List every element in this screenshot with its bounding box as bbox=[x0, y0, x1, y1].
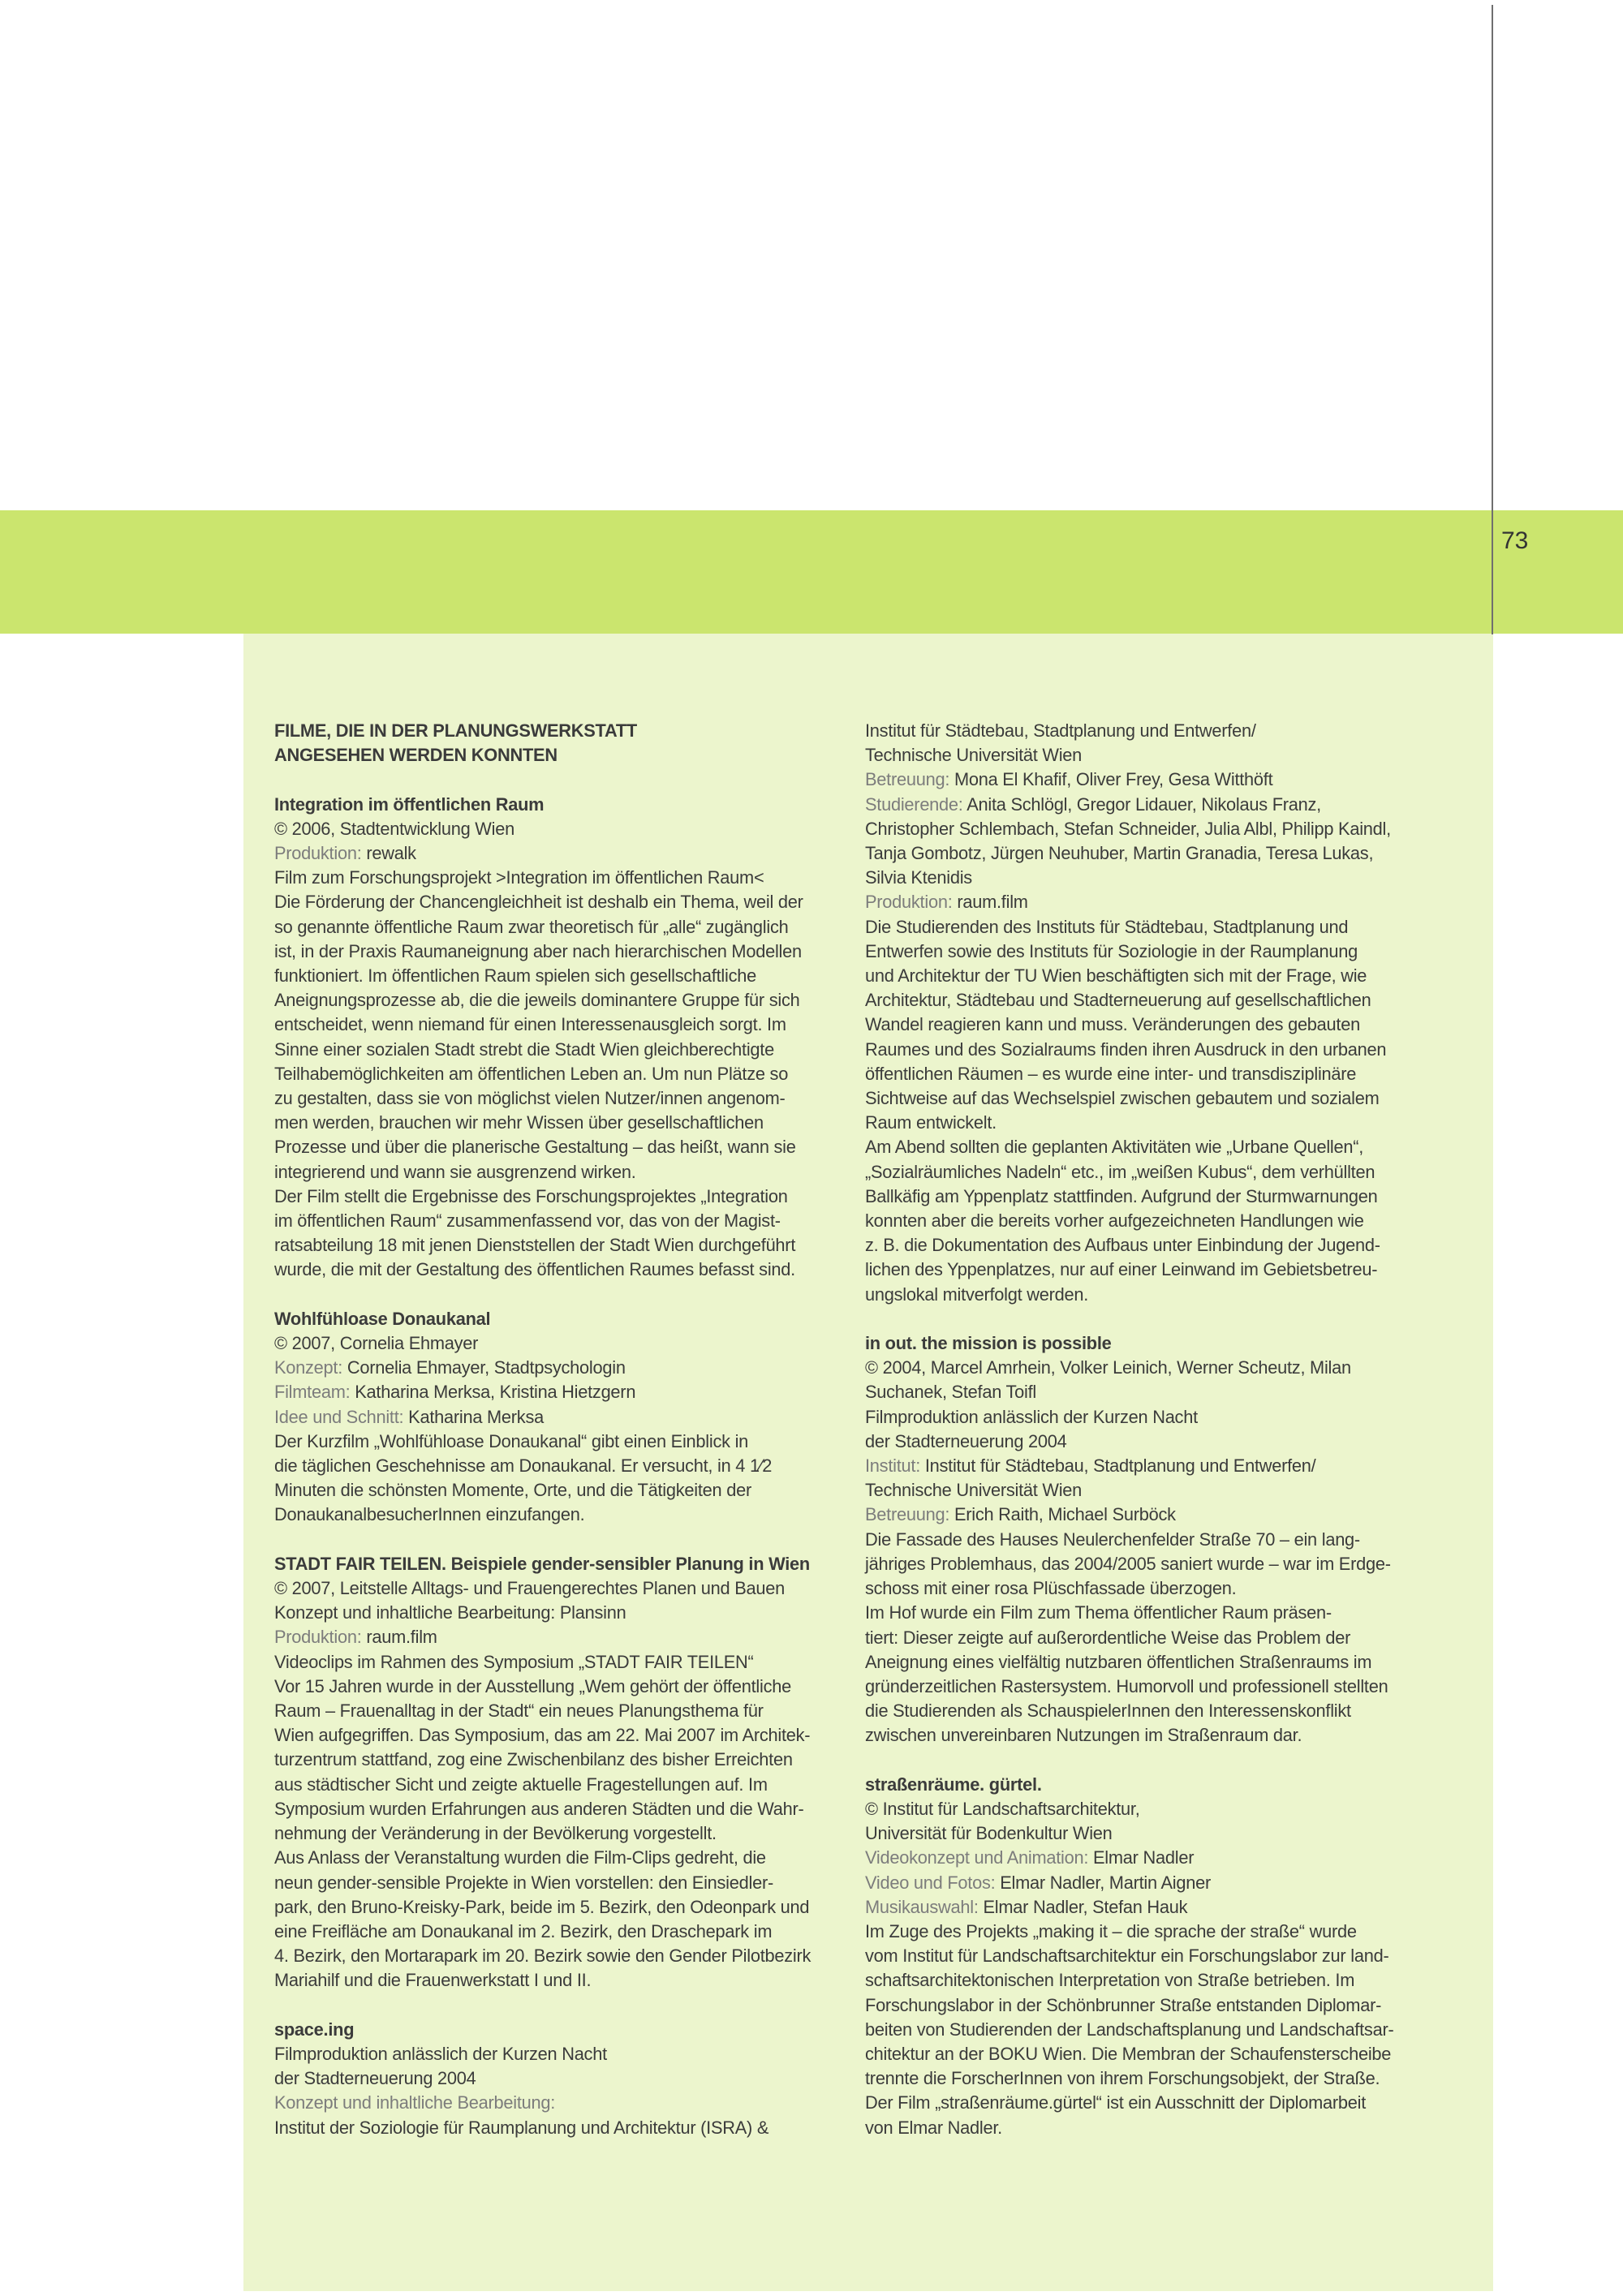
body-text-line: neun gender-sensible Projekte in Wien vorstellen: den Einsiedler- bbox=[274, 1872, 773, 1893]
body-text-line: entscheidet, wenn niemand für einen Interessenausgleich sorgt. Im bbox=[274, 1014, 786, 1035]
credit-value: Elmar Nadler bbox=[1093, 1847, 1195, 1868]
body-text-line: Suchanek, Stefan Toifl bbox=[865, 1382, 1036, 1403]
credit-line bbox=[274, 1380, 852, 1404]
credit-value: rewalk bbox=[366, 843, 416, 863]
body-text-line: Institut der Soziologie für Raumplanung und Architektur (ISRA) & bbox=[274, 2117, 769, 2138]
body-text-line: „Sozialräumliches Nadeln“ etc., im „weißen Kubus“, dem verhüllten bbox=[865, 1161, 1375, 1182]
body-text-line: chitektur an der BOKU Wien. Die Membran der Schaufensterscheibe bbox=[865, 2043, 1392, 2064]
body-text-line: DonaukanalbesucherInnen einzufangen. bbox=[274, 1504, 585, 1525]
credit-value: Erich Raith, Michael Surböck bbox=[954, 1504, 1176, 1525]
body-text-line: ungslokal mitverfolgt werden. bbox=[865, 1283, 1089, 1305]
body-text-line: Universität für Bodenkultur Wien bbox=[865, 1823, 1113, 1844]
credit-label: Konzept: bbox=[274, 1357, 347, 1378]
body-text-line: Die Förderung der Chancengleichheit ist deshalb ein Thema, weil der bbox=[274, 892, 803, 913]
left-column bbox=[274, 719, 852, 2140]
body-text-line: Christopher Schlembach, Stefan Schneider, Julia Albl, Philipp Kaindl, bbox=[865, 818, 1391, 839]
body-text-line: der Stadterneuerung 2004 bbox=[274, 2068, 476, 2089]
body-text-line: die täglichen Geschehnisse am Donaukanal. Er versucht, in 4 1⁄2 bbox=[274, 1455, 773, 1477]
body-text-line: Raumes und des Sozialraums finden ihren Ausdruck in den urbanen bbox=[865, 1038, 1387, 1060]
body-text-line: Vor 15 Jahren wurde in der Ausstellung „Wem gehört der öffentliche bbox=[274, 1675, 791, 1696]
body-text-line: von Elmar Nadler. bbox=[865, 2117, 1002, 2138]
section-heading: straßenräume. gürtel. bbox=[865, 1774, 1042, 1795]
credit-value: raum.film bbox=[366, 1627, 437, 1648]
header-band bbox=[0, 510, 1623, 634]
paragraph-gap bbox=[865, 1748, 1443, 1773]
body-text-line: © 2004, Marcel Amrhein, Volker Leinich, Werner Scheutz, Milan bbox=[865, 1357, 1351, 1378]
body-text-line: Die Studierenden des Instituts für Städtebau, Stadtplanung und bbox=[865, 916, 1349, 937]
field-label: Konzept und inhaltliche Bearbeitung: bbox=[274, 2092, 556, 2113]
credit-line bbox=[274, 1405, 852, 1430]
credit-label: Video und Fotos: bbox=[865, 1872, 1001, 1893]
body-text-line: lichen des Yppenplatzes, nur auf einer Leinwand im Gebietsbetreu- bbox=[865, 1259, 1378, 1280]
paragraph-gap bbox=[865, 1307, 1443, 1331]
body-text-line: Symposium wurden Erfahrungen aus anderen Städten und die Wahr- bbox=[274, 1798, 804, 1819]
credit-line bbox=[274, 841, 852, 866]
credit-value: Katharina Merksa bbox=[408, 1406, 544, 1427]
body-text-line: ist, in der Praxis Raumaneignung aber nach hierarchischen Modellen bbox=[274, 940, 802, 961]
credit-line bbox=[274, 1356, 852, 1380]
body-text-line: Tanja Gombotz, Jürgen Neuhuber, Martin Granadia, Teresa Lukas, bbox=[865, 843, 1374, 864]
body-text-line: Konzept und inhaltliche Bearbeitung: Plansinn bbox=[274, 1602, 626, 1623]
body-text-line: Im Hof wurde ein Film zum Thema öffentlicher Raum präsen- bbox=[865, 1602, 1332, 1623]
credit-line bbox=[274, 1625, 852, 1649]
credit-label: Produktion: bbox=[865, 892, 958, 913]
body-text-line: gründerzeitlichen Rastersystem. Humorvoll und professionell stellten bbox=[865, 1675, 1388, 1696]
credit-value: Katharina Merksa, Kristina Hietzgern bbox=[355, 1382, 636, 1403]
body-text-line: Aneignung eines vielfältig nutzbaren öffentlichen Straßenraums im bbox=[865, 1651, 1372, 1672]
body-text-line: eine Freifläche am Donaukanal im 2. Bezirk, den Draschepark im bbox=[274, 1920, 773, 1941]
credit-label: Studierende: bbox=[865, 793, 967, 815]
body-text-line: Wien aufgegriffen. Das Symposium, das am 22. Mai 2007 im Architek- bbox=[274, 1725, 811, 1746]
body-text-line: Der Kurzfilm „Wohlfühloase Donaukanal“ gibt einen Einblick in bbox=[274, 1430, 749, 1451]
section-heading: in out. the mission is possible bbox=[865, 1333, 1112, 1354]
body-text-line: konnten aber die bereits vorher aufgezeichneten Handlungen wie bbox=[865, 1210, 1364, 1232]
body-text-line: Wandel reagieren kann und muss. Veränderungen des gebauten bbox=[865, 1014, 1360, 1035]
body-text-line: der Stadterneuerung 2004 bbox=[865, 1430, 1067, 1451]
body-text-line: © 2006, Stadtentwicklung Wien bbox=[274, 818, 514, 839]
body-text-line: vom Institut für Landschaftsarchitektur ein Forschungslabor zur land- bbox=[865, 1946, 1389, 1967]
body-text-line: aus städtischer Sicht und zeigte aktuelle Fragestellungen auf. Im bbox=[274, 1774, 768, 1795]
section-heading: FILME, DIE IN DER PLANUNGSWERKSTATT bbox=[274, 720, 637, 741]
body-text-line: schoss mit einer rosa Plüschfassade überzogen. bbox=[865, 1578, 1237, 1599]
body-text-line: men werden, brauchen wir mehr Wissen über gesellschaftlichen bbox=[274, 1112, 764, 1133]
body-text-line: tiert: Dieser zeigte auf außerordentliche Weise das Problem der bbox=[865, 1627, 1351, 1648]
body-text-line: trennte die ForscherInnen von ihrem Forschungsobjekt, der Straße. bbox=[865, 2068, 1380, 2089]
body-text-line: Minuten die schönsten Momente, Orte, und die Tätigkeiten der bbox=[274, 1480, 751, 1501]
credit-value: Institut für Städtebau, Stadtplanung und Entwerfen/ bbox=[924, 1455, 1316, 1477]
body-text-line: turzentrum stattfand, zog eine Zwischenbilanz des bisher Erreichten bbox=[274, 1749, 793, 1770]
right-column bbox=[865, 719, 1443, 2140]
page-number: 73 bbox=[1501, 527, 1529, 554]
paragraph-gap bbox=[274, 1993, 852, 2018]
body-text-line: Die Fassade des Hauses Neulerchenfelder Straße 70 – ein lang- bbox=[865, 1529, 1360, 1550]
body-text-line: zu gestalten, dass sie von möglichst vielen Nutzer/innen angenom- bbox=[274, 1088, 786, 1109]
section-heading: space.ing bbox=[274, 2019, 355, 2040]
credit-label: Institut: bbox=[865, 1455, 925, 1477]
credit-value: Mona El Khafif, Oliver Frey, Gesa Witthöft bbox=[954, 769, 1273, 790]
body-text-line: Technische Universität Wien bbox=[865, 1480, 1083, 1501]
section-heading: Wohlfühloase Donaukanal bbox=[274, 1308, 491, 1329]
body-text-line: Film zum Forschungsprojekt >Integration im öffentlichen Raum< bbox=[274, 867, 764, 888]
body-text-line: funktioniert. Im öffentlichen Raum spielen sich gesellschaftliche bbox=[274, 965, 756, 987]
credit-label: Produktion: bbox=[274, 843, 367, 863]
section-heading: ANGESEHEN WERDEN KONNTEN bbox=[274, 745, 558, 766]
margin-rule bbox=[1492, 5, 1493, 634]
body-text-line: Sichtweise auf das Wechselspiel zwischen gebautem und sozialem bbox=[865, 1088, 1380, 1109]
body-text-line: Videoclips im Rahmen des Symposium „STADT FAIR TEILEN“ bbox=[274, 1651, 754, 1672]
body-text-line: so genannte öffentliche Raum zwar theoretisch für „alle“ zugänglich bbox=[274, 916, 789, 937]
body-text-line: Technische Universität Wien bbox=[865, 745, 1083, 766]
body-text-line: Im Zuge des Projekts „making it – die sprache der straße“ wurde bbox=[865, 1920, 1357, 1941]
body-text-line: Aus Anlass der Veranstaltung wurden die Film-Clips gedreht, die bbox=[274, 1847, 766, 1868]
body-text-line: jähriges Problemhaus, das 2004/2005 saniert wurde – war im Erdge- bbox=[865, 1553, 1391, 1574]
body-text-line: 4. Bezirk, den Mortarapark im 20. Bezirk sowie den Gender Pilotbezirk bbox=[274, 1946, 812, 1967]
body-text-line: Filmproduktion anlässlich der Kurzen Nacht bbox=[865, 1406, 1198, 1427]
paragraph-gap bbox=[274, 1283, 852, 1307]
body-text-line: integrierend und wann sie ausgrenzend wirken. bbox=[274, 1161, 636, 1182]
body-text-line: Teilhabemöglichkeiten am öffentlichen Leben an. Um nun Plätze so bbox=[274, 1063, 789, 1084]
credit-line bbox=[865, 1846, 1443, 1870]
body-text-line: Der Film stellt die Ergebnisse des Forschungsprojektes „Integration bbox=[274, 1185, 788, 1206]
body-text-line: z. B. die Dokumentation des Aufbaus unter Einbindung der Jugend- bbox=[865, 1235, 1380, 1256]
body-text-line: Am Abend sollten die geplanten Aktivitäten wie „Urbane Quellen“, bbox=[865, 1137, 1364, 1158]
credit-label: Filmteam: bbox=[274, 1382, 355, 1403]
credit-label: Musikauswahl: bbox=[865, 1896, 984, 1917]
body-text-line: und Architektur der TU Wien beschäftigten sich mit der Frage, wie bbox=[865, 965, 1367, 987]
credit-value: Cornelia Ehmayer, Stadtpsychologin bbox=[347, 1357, 626, 1378]
credit-value: Elmar Nadler, Martin Aigner bbox=[1000, 1872, 1211, 1893]
paragraph-gap bbox=[274, 1528, 852, 1552]
body-text-line: nehmung der Veränderung in der Bevölkerung vorgestellt. bbox=[274, 1823, 717, 1844]
body-text-line: Filmproduktion anlässlich der Kurzen Nacht bbox=[274, 2043, 607, 2064]
credit-value: raum.film bbox=[957, 892, 1028, 913]
body-text-line: Ballkäfig am Yppenplatz stattfinden. Aufgrund der Sturmwarnungen bbox=[865, 1185, 1378, 1206]
body-text-line: © 2007, Leitstelle Alltags- und Frauengerechtes Planen und Bauen bbox=[274, 1578, 785, 1599]
credit-line bbox=[865, 793, 1443, 817]
credit-line bbox=[865, 1895, 1443, 1920]
section-heading: STADT FAIR TEILEN. Beispiele gender-sensibler Planung in Wien bbox=[274, 1553, 810, 1574]
body-text-line: beiten von Studierenden der Landschaftsplanung und Landschaftsar- bbox=[865, 2019, 1394, 2040]
credit-label: Betreuung: bbox=[865, 1504, 954, 1525]
body-text-line: Silvia Ktenidis bbox=[865, 867, 972, 888]
body-text-line: Forschungslabor in der Schönbrunner Straße entstanden Diplomar- bbox=[865, 1994, 1382, 2015]
body-text-line: Der Film „straßenräume.gürtel“ ist ein Ausschnitt der Diplomarbeit bbox=[865, 2092, 1367, 2113]
credit-label: Produktion: bbox=[274, 1627, 367, 1648]
body-text-line: Entwerfen sowie des Instituts für Soziologie in der Raumplanung bbox=[865, 940, 1358, 961]
body-text-line: wurde, die mit der Gestaltung des öffentlichen Raumes befasst sind. bbox=[274, 1259, 795, 1280]
credit-line bbox=[865, 890, 1443, 914]
body-text-line: ratsabteilung 18 mit jenen Dienststellen der Stadt Wien durchgeführt bbox=[274, 1235, 796, 1256]
body-text-line: öffentlichen Räumen – es wurde eine inter- und transdisziplinäre bbox=[865, 1063, 1357, 1084]
body-text-line: die Studierenden als SchauspielerInnen den Interessenskonflikt bbox=[865, 1701, 1351, 1722]
body-text-line: park, den Bruno-Kreisky-Park, beide im 5. Bezirk, den Odeonpark und bbox=[274, 1896, 810, 1917]
credit-line bbox=[865, 767, 1443, 792]
body-text-line: Raum – Frauenalltag in der Stadt“ ein neues Planungsthema für bbox=[274, 1701, 764, 1722]
body-text-line: Raum entwickelt. bbox=[865, 1112, 997, 1133]
section-heading: Integration im öffentlichen Raum bbox=[274, 793, 545, 815]
body-text-line: © Institut für Landschaftsarchitektur, bbox=[865, 1798, 1140, 1819]
body-text-line: schaftsarchitektonischen Interpretation von Straße betrieben. Im bbox=[865, 1970, 1355, 1991]
credit-value: Anita Schlögl, Gregor Lidauer, Nikolaus Franz, bbox=[966, 793, 1321, 815]
credit-label: Idee und Schnitt: bbox=[274, 1406, 409, 1427]
body-text-line: Sinne einer sozialen Stadt strebt die Stadt Wien gleichberechtigte bbox=[274, 1038, 774, 1060]
body-text-line: Institut für Städtebau, Stadtplanung und Entwerfen/ bbox=[865, 720, 1256, 741]
credit-line bbox=[865, 1503, 1443, 1527]
body-text-line: im öffentlichen Raum“ zusammenfassend vor, das von der Magist- bbox=[274, 1210, 781, 1232]
credit-label: Betreuung: bbox=[865, 769, 954, 790]
body-text-line: Mariahilf und die Frauenwerkstatt I und II. bbox=[274, 1970, 592, 1991]
credit-label: Videokonzept und Animation: bbox=[865, 1847, 1094, 1868]
credit-value: Elmar Nadler, Stefan Hauk bbox=[983, 1896, 1188, 1917]
body-text-line: Aneignungsprozesse ab, die die jeweils dominantere Gruppe für sich bbox=[274, 990, 800, 1011]
credit-line bbox=[865, 1454, 1443, 1478]
credit-line bbox=[865, 1871, 1443, 1895]
body-text-line: © 2007, Cornelia Ehmayer bbox=[274, 1333, 479, 1354]
body-text-line: Architektur, Städtebau und Stadterneuerung auf gesellschaftlichen bbox=[865, 990, 1371, 1011]
body-text-line: Prozesse und über die planerische Gestaltung – das heißt, wann sie bbox=[274, 1137, 796, 1158]
body-text-line: zwischen unvereinbaren Nutzungen im Straßenraum dar. bbox=[865, 1725, 1302, 1746]
paragraph-gap bbox=[274, 767, 852, 792]
